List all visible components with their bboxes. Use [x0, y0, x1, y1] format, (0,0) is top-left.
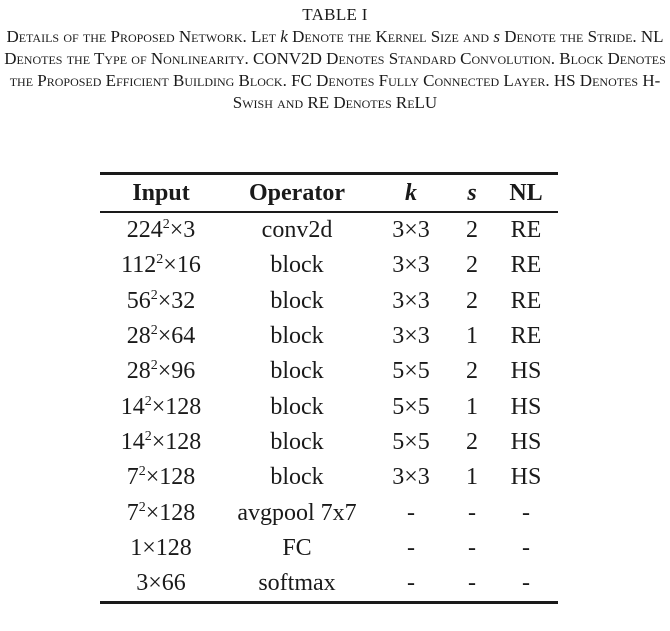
cell-operator: conv2d [261, 217, 333, 244]
table-body [100, 212, 558, 603]
cell-stride: 2 [466, 252, 478, 279]
input-base: 28 [126, 323, 151, 350]
cell-operator: block [270, 464, 324, 491]
table-row [100, 566, 558, 603]
input-rest: ×128 [151, 428, 202, 455]
cell-kernel: 5×5 [392, 358, 430, 385]
input-rest: ×128 [145, 499, 196, 526]
input-base: 7 [126, 499, 139, 526]
cell-operator: block [270, 323, 324, 350]
cell-nonlinearity: HS [510, 464, 542, 491]
cell-nonlinearity: HS [510, 358, 542, 385]
caption-text [0, 26, 670, 114]
cell-input [100, 389, 222, 424]
cell-nonlinearity: - [522, 534, 530, 561]
cell-kernel: 5×5 [392, 428, 430, 455]
input-rest: ×128 [142, 534, 192, 561]
cell-input [100, 531, 222, 566]
cell-kernel: - [407, 570, 415, 597]
cell-stride: 2 [466, 217, 478, 244]
input-exponent: 2 [144, 393, 152, 409]
input-exponent: 2 [156, 252, 164, 268]
table-row [100, 425, 558, 460]
table-row [100, 531, 558, 566]
cell-kernel: 3×3 [392, 464, 430, 491]
input-base: 112 [121, 252, 157, 279]
caption-symbol-s: s [493, 27, 500, 46]
input-rest: ×32 [157, 287, 196, 314]
cell-nonlinearity: - [522, 499, 530, 526]
cell-kernel: 3×3 [392, 287, 430, 314]
input-rest: ×96 [157, 358, 196, 385]
table-row [100, 212, 558, 248]
cell-operator: block [270, 428, 324, 455]
header-kernel: k [405, 179, 417, 206]
cell-kernel: - [407, 499, 415, 526]
input-base: 7 [126, 464, 139, 491]
header-input: Input [132, 179, 190, 206]
cell-input [100, 354, 222, 389]
table-row [100, 460, 558, 495]
cell-nonlinearity: RE [510, 287, 542, 314]
cell-stride: 2 [466, 287, 478, 314]
cell-input [100, 248, 222, 283]
cell-input [100, 212, 222, 248]
cell-operator: block [270, 287, 324, 314]
table-caption [0, 4, 670, 114]
table-row [100, 495, 558, 530]
input-base: 3 [136, 570, 149, 597]
caption-symbol-k: k [280, 27, 288, 46]
cell-operator: block [270, 252, 324, 279]
caption-part: Denote the Kernel Size and [287, 27, 494, 46]
cell-kernel: 3×3 [392, 252, 430, 279]
cell-nonlinearity: RE [510, 217, 542, 244]
cell-input [100, 566, 222, 603]
table-row [100, 284, 558, 319]
input-base: 14 [120, 393, 145, 420]
cell-operator: FC [282, 534, 312, 561]
cell-nonlinearity: RE [510, 252, 542, 279]
cell-input [100, 460, 222, 495]
input-exponent: 2 [150, 323, 158, 339]
header-operator: Operator [249, 179, 345, 206]
input-exponent: 2 [138, 499, 146, 515]
cell-stride: 1 [466, 393, 478, 420]
cell-kernel: 5×5 [392, 393, 430, 420]
cell-input [100, 319, 222, 354]
caption-part: Denote the Stride. NL Denotes the Type of Nonlinearity. CONV2D Denotes Standard Convolution. Block Denotes the Proposed Efficient Building Block. FC Denotes Fully Connected Layer. HS Denotes H-Swish and RE Denotes ReLU [4, 27, 666, 112]
cell-stride: - [468, 499, 476, 526]
cell-operator: avgpool 7x7 [237, 499, 357, 526]
input-exponent: 2 [162, 217, 170, 233]
cell-kernel: 3×3 [392, 217, 430, 244]
cell-operator: softmax [258, 570, 336, 597]
cell-stride: 2 [466, 358, 478, 385]
cell-operator: block [270, 393, 324, 420]
input-rest: ×128 [151, 393, 202, 420]
network-details-table [100, 172, 558, 604]
input-rest: ×3 [169, 217, 196, 244]
input-exponent: 2 [150, 287, 158, 303]
table-header-row [100, 174, 558, 213]
network-table-container [100, 172, 558, 604]
cell-kernel: 3×3 [392, 323, 430, 350]
cell-input [100, 284, 222, 319]
table-row [100, 389, 558, 424]
cell-operator: block [270, 358, 324, 385]
cell-nonlinearity: - [522, 570, 530, 597]
input-base: 14 [120, 428, 145, 455]
cell-nonlinearity: HS [510, 393, 542, 420]
input-base: 28 [126, 358, 151, 385]
input-exponent: 2 [144, 428, 152, 444]
table-row [100, 319, 558, 354]
input-exponent: 2 [150, 358, 158, 374]
cell-kernel: - [407, 534, 415, 561]
input-exponent: 2 [138, 464, 146, 480]
cell-nonlinearity: RE [510, 323, 542, 350]
input-base: 56 [126, 287, 151, 314]
header-nonlinearity: NL [509, 179, 543, 206]
input-rest: ×16 [163, 252, 201, 279]
cell-stride: - [468, 570, 476, 597]
cell-nonlinearity: HS [510, 428, 542, 455]
table-row [100, 354, 558, 389]
cell-stride: 1 [466, 464, 478, 491]
cell-stride: - [468, 534, 476, 561]
header-stride: s [467, 179, 477, 206]
caption-part: Details of the Proposed Network. Let [6, 27, 281, 46]
cell-stride: 1 [466, 323, 478, 350]
table-label: TABLE I [302, 5, 368, 24]
input-base: 1 [130, 534, 143, 561]
input-base: 224 [126, 217, 163, 244]
cell-input [100, 495, 222, 530]
input-rest: ×64 [157, 323, 196, 350]
cell-input [100, 425, 222, 460]
table-row [100, 248, 558, 283]
input-rest: ×66 [148, 570, 186, 597]
cell-stride: 2 [466, 428, 478, 455]
input-rest: ×128 [145, 464, 196, 491]
